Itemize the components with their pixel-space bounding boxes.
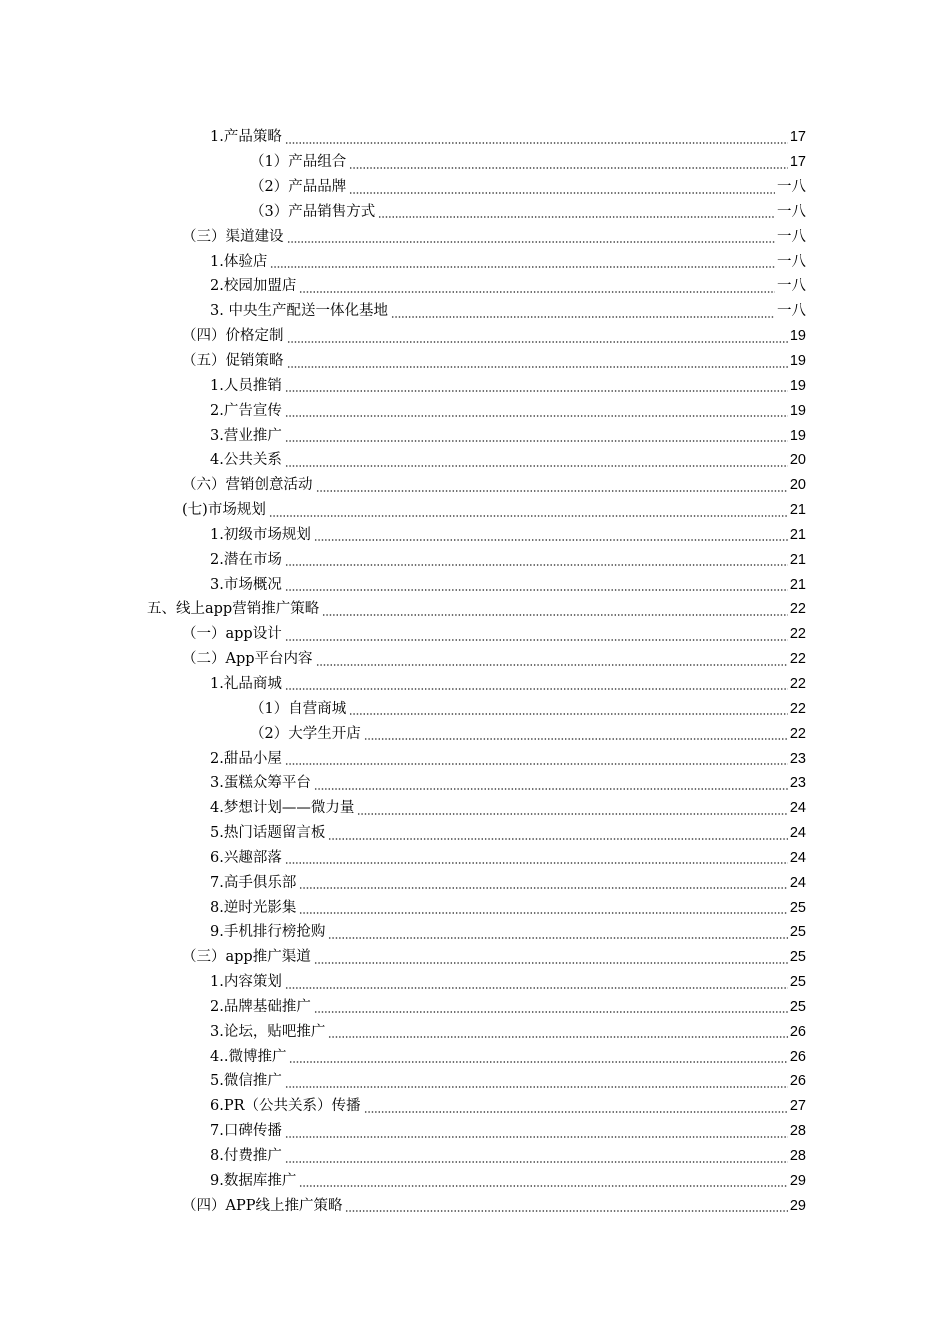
toc-entry-page-number: 28 <box>789 1148 806 1165</box>
toc-entry-page-number: 19 <box>789 328 806 345</box>
toc-entry-page-number: 21 <box>789 526 806 543</box>
toc-entry-title: 4..微博推广 <box>210 1048 287 1065</box>
toc-entry-page-number: 20 <box>789 477 806 494</box>
toc-entry-title: 9.手机排行榜抢购 <box>210 924 326 941</box>
toc-entry-title: (七)市场规划 <box>182 502 266 519</box>
toc-entry-title: 3.论坛，贴吧推广 <box>210 1023 326 1040</box>
toc-entry-page-number: 19 <box>789 402 806 419</box>
toc-entry[interactable] <box>0 970 806 995</box>
toc-entry[interactable] <box>0 870 806 895</box>
toc-entry-page-number: 22 <box>789 651 806 668</box>
toc-entry-page-number: 26 <box>789 1073 806 1090</box>
toc-entry-title: 1.产品策略 <box>210 129 282 146</box>
dot-leader <box>285 465 788 467</box>
toc-entry-title: （2）产品品牌 <box>250 179 347 196</box>
toc-entry-title: （二）App平台内容 <box>182 651 313 668</box>
toc-entry[interactable] <box>0 622 806 647</box>
dot-leader <box>314 962 788 964</box>
dot-leader <box>349 192 775 194</box>
toc-entry[interactable] <box>0 696 806 721</box>
dot-leader <box>299 1185 788 1187</box>
dot-leader <box>349 167 788 169</box>
dot-leader <box>285 1136 788 1138</box>
toc-entry-page-number: 21 <box>789 576 806 593</box>
toc-entry[interactable] <box>0 200 806 225</box>
toc-entry[interactable] <box>0 274 806 299</box>
toc-entry-title: 9.数据库推广 <box>210 1172 297 1189</box>
dot-leader <box>328 838 788 840</box>
toc-entry-page-number: 17 <box>789 129 806 146</box>
toc-entry-page-number: 22 <box>789 626 806 643</box>
toc-entry-page-number: 19 <box>789 427 806 444</box>
toc-entry[interactable] <box>0 572 806 597</box>
toc-entry-title: （五）促销策略 <box>182 353 284 370</box>
dot-leader <box>364 1111 788 1113</box>
toc-entry-title: 5.微信推广 <box>210 1073 282 1090</box>
toc-entry[interactable] <box>0 249 806 274</box>
dot-leader <box>314 539 788 541</box>
toc-entry[interactable] <box>0 1119 806 1144</box>
dot-leader <box>285 763 788 765</box>
dot-leader <box>287 241 776 243</box>
toc-entry-title: 8.付费推广 <box>210 1148 282 1165</box>
toc-entry[interactable] <box>0 373 806 398</box>
toc-entry[interactable] <box>0 771 806 796</box>
dot-leader <box>328 1036 788 1038</box>
dot-leader <box>378 216 775 218</box>
toc-entry[interactable] <box>0 448 806 473</box>
toc-entry-page-number: 22 <box>789 700 806 717</box>
dot-leader <box>299 291 775 293</box>
toc-entry[interactable] <box>0 125 806 150</box>
toc-entry[interactable] <box>0 224 806 249</box>
toc-entry-page-number: 一八 <box>777 179 806 196</box>
dot-leader <box>316 664 788 666</box>
toc-entry[interactable] <box>0 1193 806 1218</box>
toc-entry-page-number: 21 <box>789 551 806 568</box>
dot-leader <box>285 639 788 641</box>
toc-entry-page-number: 22 <box>789 601 806 618</box>
dot-leader <box>328 937 788 939</box>
toc-entry-page-number: 24 <box>789 849 806 866</box>
toc-entry[interactable] <box>0 473 806 498</box>
toc-entry[interactable] <box>0 796 806 821</box>
toc-entry-title: 1.体验店 <box>210 253 268 270</box>
dot-leader <box>285 589 788 591</box>
toc-entry-title: 2.广告宣传 <box>210 402 282 419</box>
toc-entry-page-number: 19 <box>789 353 806 370</box>
toc-entry-page-number: 一八 <box>777 228 806 245</box>
toc-entry-page-number: 22 <box>789 675 806 692</box>
dot-leader <box>285 564 788 566</box>
toc-entry-page-number: 20 <box>789 452 806 469</box>
toc-entry-page-number: 25 <box>789 974 806 991</box>
dot-leader <box>299 912 788 914</box>
toc-entry[interactable] <box>0 746 806 771</box>
toc-entry[interactable] <box>0 845 806 870</box>
toc-entry-title: 五、线上app营销推广策略 <box>147 601 320 618</box>
toc-entry-page-number: 27 <box>789 1098 806 1115</box>
toc-entry-page-number: 17 <box>789 154 806 171</box>
toc-entry-title: 2.甜品小屋 <box>210 750 282 767</box>
dot-leader <box>349 713 788 715</box>
toc-entry-title: （1）自营商城 <box>250 700 347 717</box>
toc-entry-title: （三）app推广渠道 <box>182 949 311 966</box>
toc-entry-page-number: 一八 <box>777 203 806 220</box>
dot-leader <box>285 1161 788 1163</box>
toc-entry[interactable] <box>0 821 806 846</box>
toc-entry[interactable] <box>0 895 806 920</box>
dot-leader <box>270 266 775 268</box>
toc-entry-page-number: 一八 <box>777 278 806 295</box>
toc-entry-page-number: 24 <box>789 825 806 842</box>
toc-entry[interactable] <box>0 1094 806 1119</box>
dot-leader <box>314 788 788 790</box>
toc-entry-title: （3）产品销售方式 <box>250 203 376 220</box>
toc-entry[interactable] <box>0 995 806 1020</box>
toc-entry-title: 6.PR（公共关系）传播 <box>210 1098 361 1115</box>
dot-leader <box>322 614 788 616</box>
toc-entry-page-number: 29 <box>789 1197 806 1214</box>
table-of-contents <box>0 125 950 1218</box>
toc-entry[interactable] <box>0 150 806 175</box>
toc-entry-title: （三）渠道建设 <box>182 228 284 245</box>
toc-entry-page-number: 一八 <box>777 303 806 320</box>
dot-leader <box>289 1061 787 1063</box>
toc-entry[interactable] <box>0 647 806 672</box>
toc-entry[interactable] <box>0 1144 806 1169</box>
dot-leader <box>285 415 788 417</box>
toc-entry[interactable] <box>0 498 806 523</box>
toc-entry-page-number: 25 <box>789 949 806 966</box>
dot-leader <box>285 1086 788 1088</box>
toc-entry-page-number: 24 <box>789 800 806 817</box>
dot-leader <box>357 813 788 815</box>
toc-entry[interactable] <box>0 423 806 448</box>
dot-leader <box>285 862 788 864</box>
dot-leader <box>285 390 788 392</box>
toc-entry[interactable] <box>0 398 806 423</box>
dot-leader <box>364 738 788 740</box>
toc-entry-page-number: 25 <box>789 899 806 916</box>
toc-entry-title: 6.兴趣部落 <box>210 849 282 866</box>
toc-entry-title: （六）营销创意活动 <box>182 477 313 494</box>
dot-leader <box>287 366 788 368</box>
dot-leader <box>285 440 788 442</box>
toc-entry[interactable] <box>0 175 806 200</box>
toc-entry-title: 4.梦想计划——微力量 <box>210 800 355 817</box>
toc-entry-title: 2.校园加盟店 <box>210 278 297 295</box>
toc-entry-page-number: 23 <box>789 750 806 767</box>
dot-leader <box>316 490 788 492</box>
toc-entry-title: 2.品牌基础推广 <box>210 998 311 1015</box>
toc-entry-title: 3. 中央生产配送一体化基地 <box>210 303 388 320</box>
dot-leader <box>285 688 788 690</box>
toc-entry-title: （四）价格定制 <box>182 328 284 345</box>
toc-entry-page-number: 28 <box>789 1123 806 1140</box>
toc-entry-page-number: 22 <box>789 725 806 742</box>
dot-leader <box>285 142 788 144</box>
toc-entry-title: 8.逆时光影集 <box>210 899 297 916</box>
toc-entry-title: （一）app设计 <box>182 626 282 643</box>
toc-entry[interactable] <box>0 324 806 349</box>
toc-entry-page-number: 29 <box>789 1172 806 1189</box>
toc-entry-page-number: 26 <box>789 1023 806 1040</box>
toc-entry-title: （1）产品组合 <box>250 154 347 171</box>
toc-entry-page-number: 一八 <box>777 253 806 270</box>
toc-entry[interactable] <box>0 547 806 572</box>
toc-entry[interactable] <box>0 721 806 746</box>
toc-entry-page-number: 21 <box>789 502 806 519</box>
toc-entry[interactable] <box>0 597 806 622</box>
toc-entry[interactable] <box>0 945 806 970</box>
toc-entry[interactable] <box>0 349 806 374</box>
toc-entry[interactable] <box>0 1044 806 1069</box>
toc-entry[interactable] <box>0 672 806 697</box>
toc-entry[interactable] <box>0 1069 806 1094</box>
toc-entry-title: 5.热门话题留言板 <box>210 825 326 842</box>
dot-leader <box>345 1210 787 1212</box>
toc-entry-title: 4.公共关系 <box>210 452 282 469</box>
toc-entry[interactable] <box>0 1168 806 1193</box>
toc-entry[interactable] <box>0 523 806 548</box>
toc-entry-title: 1.礼品商城 <box>210 675 282 692</box>
toc-entry-title: 3.市场概况 <box>210 576 282 593</box>
toc-entry-title: 1.内容策划 <box>210 974 282 991</box>
toc-entry-page-number: 19 <box>789 377 806 394</box>
dot-leader <box>391 316 775 318</box>
toc-entry-page-number: 25 <box>789 924 806 941</box>
dot-leader <box>314 1011 788 1013</box>
toc-entry[interactable] <box>0 299 806 324</box>
toc-entry-title: 3.蛋糕众筹平台 <box>210 775 311 792</box>
toc-entry-title: 7.高手俱乐部 <box>210 874 297 891</box>
dot-leader <box>287 341 788 343</box>
toc-entry[interactable] <box>0 920 806 945</box>
dot-leader <box>285 987 788 989</box>
toc-entry-title: 1.人员推销 <box>210 377 282 394</box>
toc-entry-title: 3.营业推广 <box>210 427 282 444</box>
toc-entry-page-number: 26 <box>789 1048 806 1065</box>
toc-entry-title: （2）大学生开店 <box>250 725 361 742</box>
dot-leader <box>299 887 788 889</box>
toc-entry-title: （四）APP线上推广策略 <box>182 1197 343 1214</box>
toc-entry-title: 7.口碑传播 <box>210 1123 282 1140</box>
toc-entry[interactable] <box>0 1019 806 1044</box>
dot-leader <box>269 515 788 517</box>
toc-entry-page-number: 23 <box>789 775 806 792</box>
toc-entry-page-number: 25 <box>789 998 806 1015</box>
toc-entry-title: 2.潜在市场 <box>210 551 282 568</box>
toc-entry-title: 1.初级市场规划 <box>210 526 311 543</box>
toc-entry-page-number: 24 <box>789 874 806 891</box>
